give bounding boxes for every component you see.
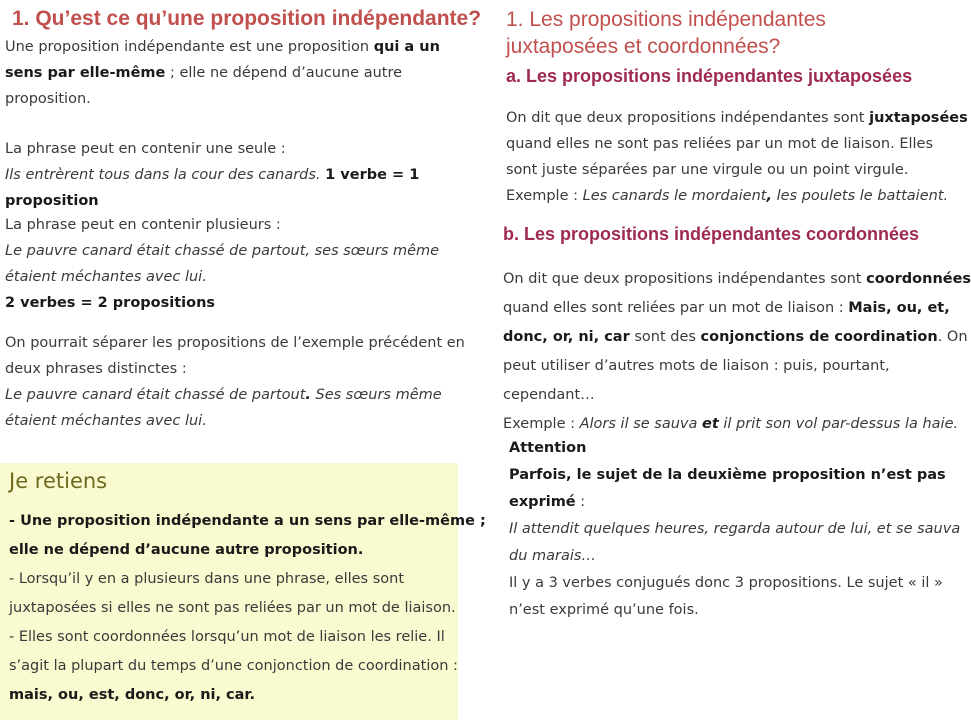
je-retiens-box <box>0 463 486 720</box>
retiens-line: - Lorsqu’il y en a plusieurs dans une phrase, elles sont <box>9 571 405 587</box>
attention-note: n’est exprimé qu’une fois. <box>509 602 699 618</box>
definition-text: Une proposition indépendante est une proposition <box>5 39 374 55</box>
one-prop-rule: proposition <box>5 193 99 209</box>
many-propositions-block <box>5 212 475 316</box>
split-example: Le pauvre canard était chassé de partout <box>5 387 306 403</box>
split-block <box>5 330 475 434</box>
retiens-line: s’agit la plupart du temps d’une conjonction de coordination : <box>9 658 458 674</box>
split-example-period: . <box>305 387 311 403</box>
right-title-line: juxtaposées et coordonnées? <box>506 35 781 58</box>
subsection-b-title: b. Les propositions indépendantes coordonnées <box>503 224 920 244</box>
attention-note: Il y a 3 verbes conjugués donc 3 propositions. Le sujet « il » <box>509 575 943 591</box>
split-example: étaient méchantes avec lui. <box>5 413 207 429</box>
coord-bold: conjonctions de coordination <box>700 329 938 345</box>
many-prop-rule: 2 verbes = 2 propositions <box>5 295 216 311</box>
coord-example-conjunction: et <box>702 416 719 432</box>
retiens-line: juxtaposées si elles ne sont pas reliées par un mot de liaison. <box>9 600 456 616</box>
juxt-text: quand elles ne sont pas reliées par un mot de liaison. Elles <box>506 136 934 152</box>
coord-bold: coordonnées <box>866 271 971 287</box>
many-prop-intro: La phrase peut en contenir plusieurs : <box>5 217 281 233</box>
juxt-text: On dit que deux propositions indépendantes sont <box>506 110 870 126</box>
definition-text: ; elle ne dépend d’aucune autre <box>165 65 403 81</box>
coordonnees-block <box>503 265 971 439</box>
juxt-bold: juxtaposées <box>869 110 968 126</box>
attention-text: exprimé <box>509 494 576 510</box>
coord-bold: donc, or, ni, car <box>503 329 630 345</box>
attention-title: Attention <box>509 440 587 456</box>
attention-block <box>509 435 959 624</box>
coord-example-label: Exemple : <box>503 416 580 432</box>
definition-bold: qui a un <box>373 39 440 55</box>
one-prop-intro: La phrase peut en contenir une seule : <box>5 141 286 157</box>
one-prop-rule: 1 verbe = 1 <box>325 167 420 183</box>
coord-text: sont des <box>629 329 701 345</box>
definition-paragraph <box>5 34 475 112</box>
je-retiens-content <box>9 507 486 710</box>
definition-bold: sens par elle-même <box>5 65 166 81</box>
attention-example: Il attendit quelques heures, regarda autour de lui, et se sauva <box>509 521 961 537</box>
attention-text: : <box>575 494 586 510</box>
subsection-a-title: a. Les propositions indépendantes juxtaposées <box>506 66 913 86</box>
coord-example: il prit son vol par-dessus la haie. <box>718 416 959 432</box>
coord-text: peut utiliser d’autres mots de liaison : puis, pourtant, <box>503 358 890 374</box>
attention-text: Parfois, le sujet de la deuxième proposition n’est pas <box>509 467 946 483</box>
retiens-line: - Une proposition indépendante a un sens par elle-même ; <box>9 513 486 529</box>
retiens-line: mais, ou, est, donc, or, ni, car. <box>9 687 256 703</box>
coord-text: On dit que deux propositions indépendantes sont <box>503 271 867 287</box>
split-intro: deux phrases distinctes : <box>5 361 187 377</box>
split-intro: On pourrait séparer les propositions de l’exemple précédent en <box>5 335 465 351</box>
left-section-title: 1. Qu’est ce qu’une proposition indépendante? <box>12 7 482 30</box>
juxt-text: sont juste séparées par une virgule ou un point virgule. <box>506 162 909 178</box>
right-title-line: 1. Les propositions indépendantes <box>506 8 826 31</box>
juxt-example-label: Exemple : <box>506 188 583 204</box>
right-section-title <box>506 6 826 60</box>
many-prop-example: Le pauvre canard était chassé de partout, ses sœurs même <box>5 243 440 259</box>
many-prop-example: étaient méchantes avec lui. <box>5 269 207 285</box>
juxt-example-comma: , <box>766 188 772 204</box>
one-prop-example: Ils entrèrent tous dans la cour des canards. <box>5 167 321 183</box>
split-example: Ses sœurs même <box>310 387 442 403</box>
coord-text: cependant… <box>503 387 595 403</box>
juxtaposees-block <box>506 105 968 209</box>
juxt-example: Les canards le mordaient <box>582 188 767 204</box>
coord-text: quand elles sont reliées par un mot de liaison : <box>503 300 849 316</box>
coord-text: . On <box>937 329 968 345</box>
definition-text: proposition. <box>5 91 91 107</box>
one-proposition-block <box>5 136 475 214</box>
coord-bold: Mais, ou, et, <box>848 300 950 316</box>
je-retiens-title: Je retiens <box>9 469 108 493</box>
retiens-line: elle ne dépend d’aucune autre proposition. <box>9 542 364 558</box>
attention-example: du marais… <box>509 548 596 564</box>
juxt-example: les poulets le battaient. <box>771 188 949 204</box>
retiens-line: - Elles sont coordonnées lorsqu’un mot de liaison les relie. Il <box>9 629 445 645</box>
coord-example: Alors il se sauva <box>579 416 703 432</box>
